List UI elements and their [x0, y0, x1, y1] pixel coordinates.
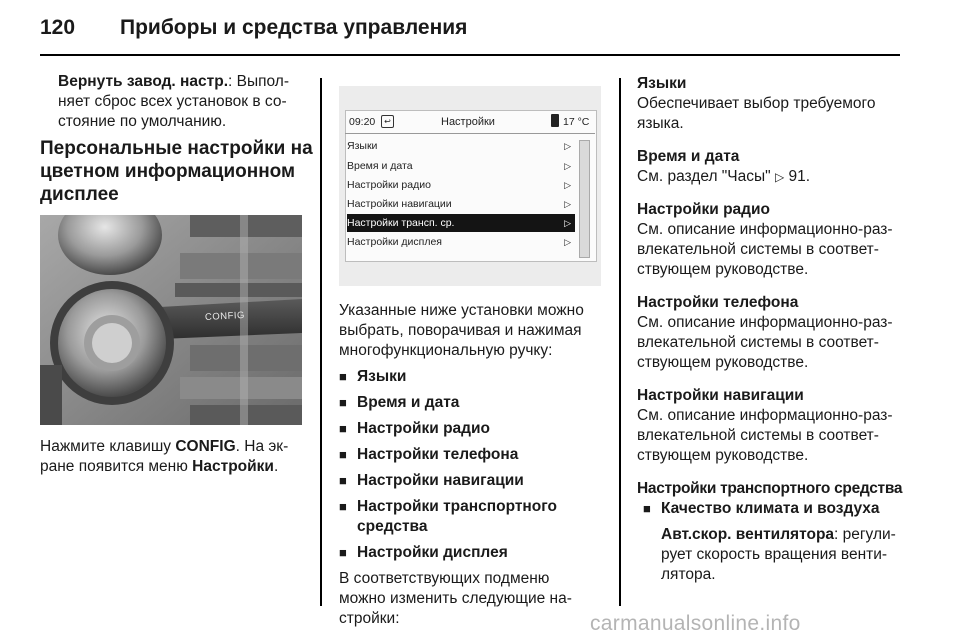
- screen-menu-item: [347, 233, 575, 251]
- page-title: Приборы и средства управления: [120, 16, 468, 39]
- chevron-right-icon: ▷: [564, 180, 571, 190]
- press-config-text: [40, 437, 315, 477]
- chevron-right-icon: ▷: [564, 141, 571, 151]
- config-button-label: CONFIG: [204, 309, 246, 324]
- screen-menu-item: [347, 176, 575, 194]
- phone-text: влекательной системы в соответ-: [637, 334, 879, 351]
- screen-menu-label: Время и дата: [347, 160, 413, 172]
- bullet-item: ■ Настройки радио: [339, 419, 614, 439]
- screen-scrollbar: [579, 140, 590, 258]
- outro-line-1: В соответствующих подменю: [339, 570, 550, 587]
- navigation-text: См. описание информационно-раз-: [637, 407, 893, 424]
- header-rule: [40, 54, 900, 56]
- intro-line-3: многофункциональную ручку:: [339, 342, 553, 359]
- chevron-right-icon: ▷: [564, 237, 571, 247]
- settings-screen-image: [339, 86, 601, 286]
- reset-text-3: стояние по умолчанию.: [58, 113, 227, 130]
- page-number: 120: [40, 16, 76, 39]
- screen-menu-item: [347, 137, 575, 155]
- screen-menu-label: Настройки навигации: [347, 198, 452, 210]
- radio-text: ствующем руководстве.: [637, 261, 809, 278]
- screen-time: 09:20: [349, 116, 376, 128]
- screen-menu-label: Языки: [347, 140, 378, 152]
- chevron-right-icon: ▷: [564, 199, 571, 209]
- column-3-text: [637, 74, 907, 585]
- languages-text: Обеспечивает выбор требуемого: [637, 95, 876, 112]
- bullet-item: ■ Время и дата: [339, 393, 614, 413]
- reset-term: Вернуть завод. настр.: [58, 73, 229, 90]
- press-text-2c: .: [273, 458, 279, 475]
- navigation-text: влекательной системы в соответ-: [637, 427, 879, 444]
- reset-text: : Выпол-: [228, 73, 289, 90]
- radio-heading: Настройки радио: [637, 201, 771, 218]
- screen-menu-item-selected: [347, 214, 575, 232]
- languages-text: языка.: [637, 115, 684, 132]
- bullet-item: ■ Языки: [339, 367, 614, 387]
- fan-text: : регули-: [834, 526, 896, 543]
- watermark: carmanualsonline.info: [590, 612, 801, 635]
- languages-heading: Языки: [637, 75, 687, 92]
- radio-text: См. описание информационно-раз-: [637, 221, 893, 238]
- heading-line-2: цветном информационном: [40, 161, 296, 182]
- triangle-ref-icon: ▷: [774, 170, 785, 184]
- phone-icon: [551, 114, 559, 127]
- heading-line-3: дисплее: [40, 184, 119, 205]
- chevron-right-icon: ▷: [564, 161, 571, 171]
- config-term: CONFIG: [175, 438, 236, 455]
- screen-topbar: [345, 112, 595, 132]
- fan-term: Авт.скор. вентилятора: [661, 526, 835, 543]
- time-date-heading: Время и дата: [637, 148, 740, 165]
- bullet-item-continuation: средства: [357, 518, 428, 535]
- bullet-item: ■ Настройки транспортного: [339, 497, 614, 517]
- column-2-text: [339, 301, 614, 629]
- column-1-top: [58, 72, 308, 132]
- bullet-item: ■ Настройки дисплея: [339, 543, 614, 563]
- intro-line-2: выбрать, поворачивая и нажимая: [339, 322, 582, 339]
- radio-text: влекательной системы в соответ-: [637, 241, 879, 258]
- time-date-text: См. раздел "Часы": [637, 168, 775, 185]
- navigation-heading: Настройки навигации: [637, 387, 804, 404]
- section-heading: [40, 137, 315, 206]
- screen-temperature: 17 °C: [563, 116, 590, 128]
- fan-text: лятора.: [661, 566, 716, 583]
- climate-bullet: ■ Качество климата и воздуха: [643, 499, 907, 519]
- bullet-item: ■ Настройки телефона: [339, 445, 614, 465]
- phone-heading: Настройки телефона: [637, 294, 799, 311]
- outro-line-2: можно изменить следующие на-: [339, 590, 572, 607]
- screen-menu-item: [347, 157, 575, 175]
- back-icon: ↩: [381, 115, 394, 128]
- column-divider-1: [320, 78, 322, 606]
- screen-divider: [345, 133, 595, 134]
- screen-menu-label: Настройки радио: [347, 179, 431, 191]
- screen-menu-label: Настройки дисплея: [347, 236, 442, 248]
- console-photo: [40, 215, 302, 425]
- press-text-2a: ране появится меню: [40, 458, 193, 475]
- heading-line-1: Персональные настройки на: [40, 138, 313, 159]
- screen-title: Настройки: [441, 116, 495, 128]
- chevron-right-icon: ▷: [564, 218, 571, 228]
- reset-text-2: няет сброс всех установок в со-: [58, 93, 287, 110]
- settings-term: Настройки: [192, 458, 274, 475]
- phone-text: ствующем руководстве.: [637, 354, 809, 371]
- column-divider-2: [619, 78, 621, 606]
- intro-line-1: Указанные ниже установки можно: [339, 302, 584, 319]
- press-text-a: Нажмите клавишу: [40, 438, 176, 455]
- fan-text: рует скорость вращения венти-: [661, 546, 888, 563]
- bullet-item: ■ Настройки навигации: [339, 471, 614, 491]
- time-date-page: 91.: [784, 168, 811, 185]
- screen-menu-label: Настройки трансп. ср.: [347, 217, 455, 229]
- screen-menu-item: [347, 195, 575, 213]
- navigation-text: ствующем руководстве.: [637, 447, 809, 464]
- phone-text: См. описание информационно-раз-: [637, 314, 893, 331]
- page-header: [40, 16, 467, 40]
- press-text-c: . На эк-: [235, 438, 289, 455]
- vehicle-settings-heading: Настройки транспортного средства: [637, 480, 903, 497]
- outro-line-3: стройки:: [339, 610, 400, 627]
